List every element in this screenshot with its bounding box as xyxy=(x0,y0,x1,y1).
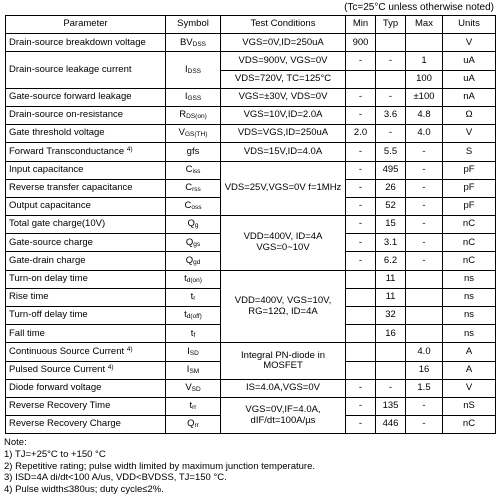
symbol-main: I xyxy=(184,91,188,103)
param-cell xyxy=(6,343,166,361)
min-cell xyxy=(346,361,376,379)
notes-block xyxy=(4,437,315,496)
unit-cell: ns xyxy=(443,270,496,288)
max-cell: - xyxy=(406,143,443,161)
table-row xyxy=(6,343,496,361)
parameter-name: Reverse Recovery Charge xyxy=(9,418,121,430)
parameter-name: Gate-drain charge xyxy=(9,254,86,266)
note-1: 1) TJ=+25°C to +150 °C xyxy=(4,448,106,460)
condition-cell: VDS=720V, TC=125°C xyxy=(221,70,346,88)
merged-condition-cell: VGS=0V,IF=4.0A, dIF/dt=100A/µs xyxy=(221,397,346,433)
parameter-name: Input capacitance xyxy=(9,163,84,175)
parameter-name: Drain-source on-resistance xyxy=(9,109,124,121)
symbol-main: Q xyxy=(185,254,194,266)
parameter-name: Reverse Recovery Time xyxy=(9,400,111,412)
typ-cell: - xyxy=(376,88,406,106)
param-cell xyxy=(6,379,166,397)
typ-cell xyxy=(376,343,406,361)
typ-cell: 15 xyxy=(376,216,406,234)
min-cell: - xyxy=(346,416,376,434)
min-cell xyxy=(346,307,376,325)
symbol-cell xyxy=(166,343,221,361)
symbol-main: I xyxy=(187,345,190,357)
typ-cell: 3.6 xyxy=(376,106,406,124)
symbol-subscript: DSS xyxy=(192,40,207,48)
symbol-cell xyxy=(166,379,221,397)
unit-cell: ns xyxy=(443,307,496,325)
footnote-ref: 4) xyxy=(126,345,133,353)
symbol-subscript: r xyxy=(193,295,196,303)
header-min: Min xyxy=(346,16,376,34)
unit-cell: nA xyxy=(443,88,496,106)
header-symbol: Symbol xyxy=(166,16,221,34)
param-cell xyxy=(6,179,166,197)
max-cell xyxy=(406,34,443,52)
parameter-name: Drain-source breakdown voltage xyxy=(9,36,146,48)
symbol-main: t xyxy=(190,327,194,339)
header-typ: Typ xyxy=(376,16,406,34)
param-cell xyxy=(6,325,166,343)
param-cell xyxy=(6,234,166,252)
symbol-subscript: g xyxy=(194,222,199,230)
header-units: Units xyxy=(443,16,496,34)
max-cell: - xyxy=(406,416,443,434)
min-cell: - xyxy=(346,52,376,70)
header-max: Max xyxy=(406,16,443,34)
note-2: 2) Repetitive rating; pulse width limited by maximum junction temperature. xyxy=(4,460,315,472)
max-cell: 16 xyxy=(406,361,443,379)
symbol-cell xyxy=(166,143,221,161)
typ-cell xyxy=(376,34,406,52)
header-row xyxy=(6,16,496,34)
symbol-main: BV xyxy=(179,36,193,48)
unit-cell: uA xyxy=(443,52,496,70)
parameter-name: Turn-on delay time xyxy=(9,272,88,284)
param-cell xyxy=(6,216,166,234)
table-row xyxy=(6,125,496,143)
parameter-name: Gate-source charge xyxy=(9,236,93,248)
max-cell: 1.5 xyxy=(406,379,443,397)
typ-cell xyxy=(376,70,406,88)
max-cell: - xyxy=(406,179,443,197)
min-cell: - xyxy=(346,179,376,197)
unit-cell: pF xyxy=(443,179,496,197)
table-row xyxy=(6,270,496,288)
condition-cell: VGS=10V,ID=2.0A xyxy=(221,106,346,124)
symbol-main: t xyxy=(189,400,193,412)
symbol-cell xyxy=(166,288,221,306)
symbol-main: I xyxy=(184,63,188,75)
max-cell: ±100 xyxy=(406,88,443,106)
parameter-name: Fall time xyxy=(9,327,45,339)
unit-cell: nC xyxy=(443,252,496,270)
symbol-main: C xyxy=(185,182,193,194)
param-cell xyxy=(6,34,166,52)
max-cell: - xyxy=(406,397,443,415)
min-cell: - xyxy=(346,88,376,106)
typ-cell: - xyxy=(376,52,406,70)
symbol-main: V xyxy=(185,382,192,394)
param-cell xyxy=(6,197,166,215)
symbol-subscript: d(on) xyxy=(186,276,202,284)
header-parameter: Parameter xyxy=(6,16,166,34)
symbol-main: C xyxy=(185,163,193,175)
table-row xyxy=(6,52,496,70)
parameter-name: Drain-source leakage current xyxy=(9,63,132,75)
symbol-subscript: gs xyxy=(193,240,201,248)
param-cell xyxy=(6,252,166,270)
max-cell: 4.0 xyxy=(406,125,443,143)
unit-cell: S xyxy=(443,143,496,161)
unit-cell: Ω xyxy=(443,106,496,124)
symbol-subscript: gd xyxy=(193,258,201,266)
unit-cell: V xyxy=(443,125,496,143)
symbol-cell xyxy=(166,161,221,179)
merged-condition-cell: VDS=25V,VGS=0V f=1MHz xyxy=(221,161,346,216)
symbol-cell xyxy=(166,325,221,343)
symbol-subscript: SM xyxy=(189,367,200,375)
symbol-main: t xyxy=(184,309,187,321)
unit-cell: nC xyxy=(443,234,496,252)
symbol-subscript: d(off) xyxy=(186,313,202,321)
symbol-subscript: DS(on) xyxy=(186,113,207,121)
merged-condition-cell: VDD=400V, ID=4A VGS=0~10V xyxy=(221,216,346,271)
typ-cell: 5.5 xyxy=(376,143,406,161)
symbol-cell xyxy=(166,234,221,252)
typ-cell: 446 xyxy=(376,416,406,434)
symbol-cell xyxy=(166,270,221,288)
unit-cell: A xyxy=(443,361,496,379)
table-row xyxy=(6,379,496,397)
max-cell: 100 xyxy=(406,70,443,88)
parameter-name: Continuous Source Current xyxy=(9,345,125,357)
parameter-name: Gate-source forward leakage xyxy=(9,91,132,103)
symbol-main: Q xyxy=(187,218,195,230)
table-row xyxy=(6,216,496,234)
symbol-subscript: SD xyxy=(189,349,199,357)
symbol-cell xyxy=(166,179,221,197)
param-cell xyxy=(6,307,166,325)
min-cell: - xyxy=(346,379,376,397)
typ-cell: 52 xyxy=(376,197,406,215)
notes-heading: Note: xyxy=(4,437,27,448)
parameter-name: Turn-off delay time xyxy=(9,309,88,321)
typ-cell: 495 xyxy=(376,161,406,179)
param-cell xyxy=(6,288,166,306)
symbol-main: t xyxy=(184,272,187,284)
header-test-conditions: Test Conditions xyxy=(221,16,346,34)
table-row xyxy=(6,106,496,124)
condition-cell: IS=4.0A,VGS=0V xyxy=(221,379,346,397)
unit-cell: nS xyxy=(443,397,496,415)
param-cell xyxy=(6,52,166,88)
parameter-name: Pulsed Source Current xyxy=(9,363,106,375)
parameter-name: Output capacitance xyxy=(9,200,91,212)
param-cell xyxy=(6,270,166,288)
unit-cell: uA xyxy=(443,70,496,88)
symbol-main: gfs xyxy=(186,145,200,157)
min-cell: - xyxy=(346,252,376,270)
symbol-cell xyxy=(166,397,221,415)
parameter-name: Gate threshold voltage xyxy=(9,127,105,139)
typ-cell: 3.1 xyxy=(376,234,406,252)
typ-cell: 11 xyxy=(376,270,406,288)
symbol-cell xyxy=(166,106,221,124)
symbol-subscript: GSS xyxy=(187,95,202,103)
unit-cell: ns xyxy=(443,325,496,343)
max-cell: - xyxy=(406,197,443,215)
merged-condition-cell: VDD=400V, VGS=10V, RG=12Ω, ID=4A xyxy=(221,270,346,343)
condition-cell: VGS=0V,ID=250uA xyxy=(221,34,346,52)
max-cell: - xyxy=(406,252,443,270)
symbol-cell xyxy=(166,88,221,106)
min-cell: - xyxy=(346,106,376,124)
max-cell xyxy=(406,270,443,288)
footnote-ref: 4) xyxy=(107,363,114,371)
max-cell xyxy=(406,288,443,306)
param-cell xyxy=(6,125,166,143)
min-cell xyxy=(346,70,376,88)
max-cell: - xyxy=(406,234,443,252)
symbol-cell xyxy=(166,125,221,143)
param-cell xyxy=(6,88,166,106)
note-4: 4) Pulse width≤380us; duty cycle≤2%. xyxy=(4,484,164,496)
param-cell xyxy=(6,106,166,124)
param-cell xyxy=(6,143,166,161)
param-cell xyxy=(6,416,166,434)
min-cell xyxy=(346,325,376,343)
param-cell xyxy=(6,397,166,415)
min-cell xyxy=(346,288,376,306)
unit-cell: nC xyxy=(443,416,496,434)
min-cell: 900 xyxy=(346,34,376,52)
condition-cell: VDS=VGS,ID=250uA xyxy=(221,125,346,143)
symbol-cell xyxy=(166,216,221,234)
unit-cell: V xyxy=(443,379,496,397)
unit-cell: pF xyxy=(443,197,496,215)
param-cell xyxy=(6,161,166,179)
param-cell xyxy=(6,361,166,379)
symbol-main: R xyxy=(179,109,187,121)
min-cell: - xyxy=(346,216,376,234)
electrical-characteristics-table xyxy=(5,15,496,434)
table-row xyxy=(6,161,496,179)
typ-cell: 11 xyxy=(376,288,406,306)
min-cell: - xyxy=(346,397,376,415)
min-cell xyxy=(346,270,376,288)
symbol-subscript: oss xyxy=(191,204,202,212)
symbol-subscript: DSS xyxy=(187,67,201,75)
condition-cell: VDS=15V,ID=4.0A xyxy=(221,143,346,161)
symbol-subscript: rss xyxy=(192,186,201,194)
unit-cell: pF xyxy=(443,161,496,179)
min-cell: - xyxy=(346,143,376,161)
table-row xyxy=(6,397,496,415)
typ-cell: 26 xyxy=(376,179,406,197)
min-cell: - xyxy=(346,197,376,215)
symbol-subscript: SD xyxy=(191,386,201,394)
max-cell xyxy=(406,325,443,343)
unit-cell: A xyxy=(443,343,496,361)
symbol-cell xyxy=(166,52,221,88)
footnote-ref: 4) xyxy=(126,145,133,153)
typ-cell xyxy=(376,361,406,379)
merged-condition-cell: Integral PN-diode in MOSFET xyxy=(221,343,346,379)
symbol-main: Q xyxy=(187,418,195,430)
symbol-main: C xyxy=(184,200,192,212)
typ-cell: - xyxy=(376,125,406,143)
min-cell: 2.0 xyxy=(346,125,376,143)
typ-cell: 135 xyxy=(376,397,406,415)
max-cell: 1 xyxy=(406,52,443,70)
table-row xyxy=(6,88,496,106)
symbol-subscript: f xyxy=(193,331,196,339)
symbol-main: V xyxy=(178,127,185,139)
typ-cell: - xyxy=(376,379,406,397)
symbol-main: t xyxy=(190,291,194,303)
unit-cell: V xyxy=(443,34,496,52)
parameter-name: Diode forward voltage xyxy=(9,382,102,394)
max-cell: - xyxy=(406,216,443,234)
max-cell: 4.0 xyxy=(406,343,443,361)
min-cell xyxy=(346,343,376,361)
parameter-name: Forward Transconductance xyxy=(9,145,125,157)
symbol-main: I xyxy=(186,363,190,375)
symbol-cell xyxy=(166,252,221,270)
symbol-subscript: rr xyxy=(192,404,197,412)
test-condition-note: (Tc=25°C unless otherwise noted) xyxy=(344,2,494,13)
unit-cell: ns xyxy=(443,288,496,306)
table-row xyxy=(6,143,496,161)
parameter-name: Reverse transfer capacitance xyxy=(9,182,133,194)
parameter-name: Total gate charge(10V) xyxy=(9,218,106,230)
min-cell: - xyxy=(346,161,376,179)
typ-cell: 6.2 xyxy=(376,252,406,270)
symbol-main: Q xyxy=(185,236,194,248)
typ-cell: 32 xyxy=(376,307,406,325)
max-cell xyxy=(406,307,443,325)
symbol-subscript: iss xyxy=(192,167,201,175)
symbol-subscript: GS(TH) xyxy=(184,131,208,139)
symbol-cell xyxy=(166,197,221,215)
min-cell: - xyxy=(346,234,376,252)
symbol-cell xyxy=(166,34,221,52)
note-3: 3) ISD=4A di/dt<100 A/us, VDD<BVDSS, TJ=150 °C. xyxy=(4,472,227,484)
symbol-subscript: rr xyxy=(194,422,199,430)
max-cell: - xyxy=(406,161,443,179)
symbol-cell xyxy=(166,416,221,434)
unit-cell: nC xyxy=(443,216,496,234)
parameter-name: Rise time xyxy=(9,291,49,303)
condition-cell: VDS=900V, VGS=0V xyxy=(221,52,346,70)
condition-cell: VGS=±30V, VDS=0V xyxy=(221,88,346,106)
table-row xyxy=(6,34,496,52)
symbol-cell xyxy=(166,361,221,379)
symbol-cell xyxy=(166,307,221,325)
typ-cell: 16 xyxy=(376,325,406,343)
max-cell: 4.8 xyxy=(406,106,443,124)
